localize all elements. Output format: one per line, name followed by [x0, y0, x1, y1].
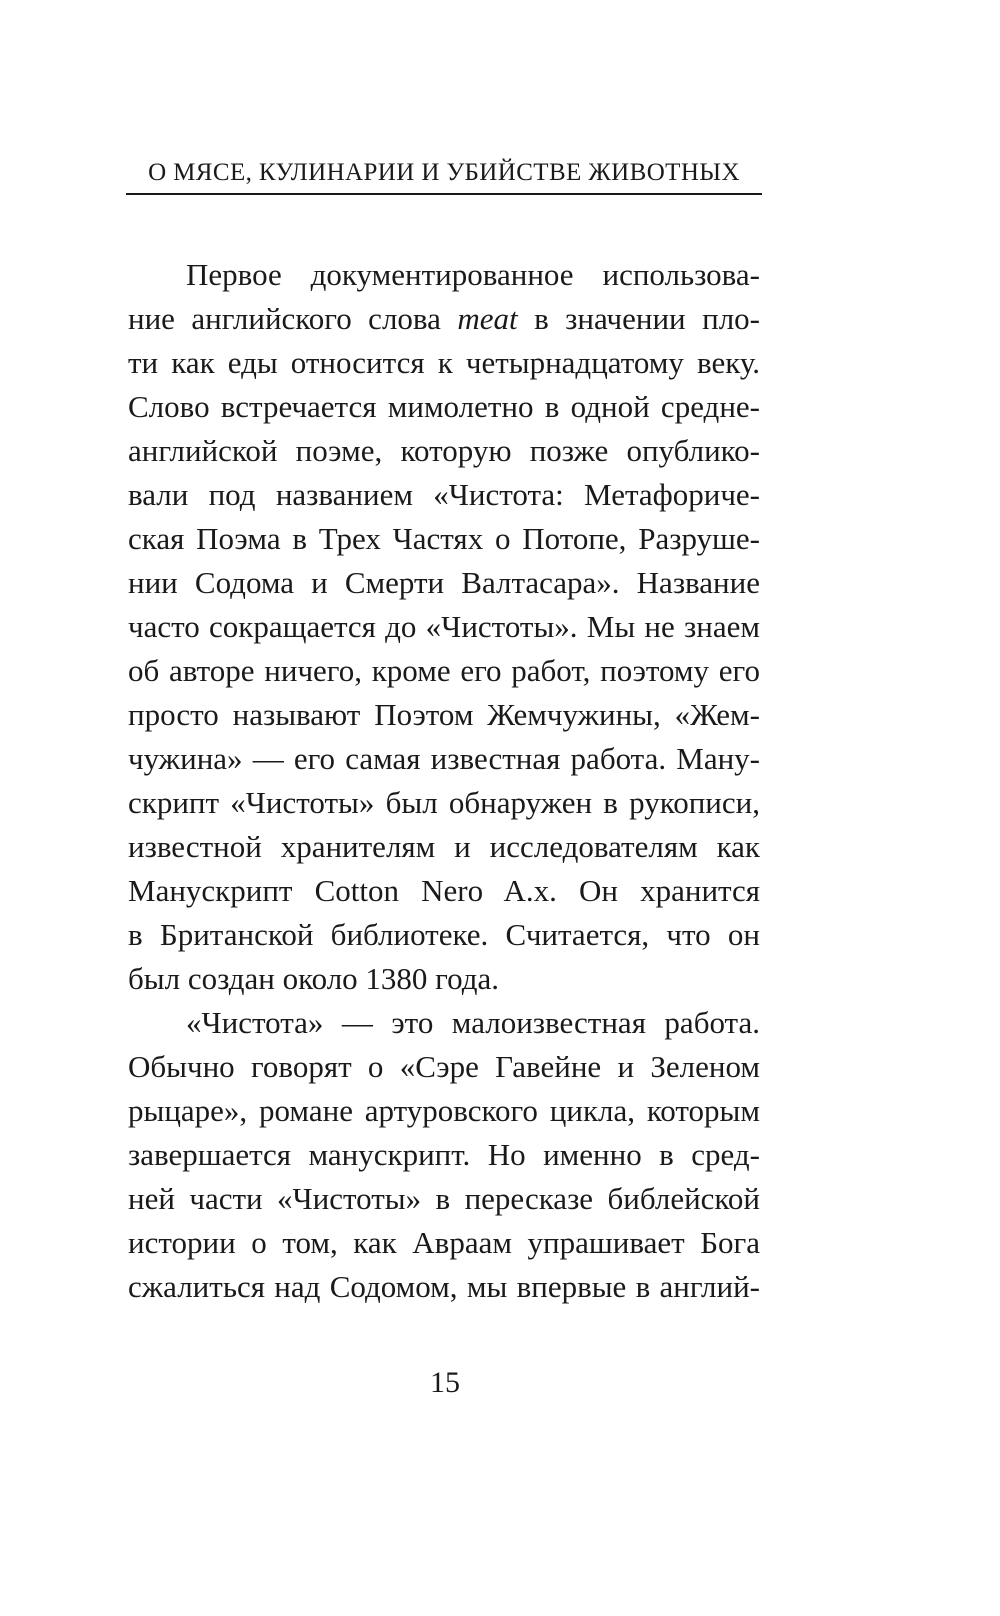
- text-line: ская Поэма в Трех Частях о Потопе, Разруше-: [128, 521, 760, 556]
- text-line: известной хранителям и исследователям как: [128, 829, 760, 864]
- text-line: часто сокращается до «Чистоты». Мы не знаем: [128, 609, 760, 644]
- running-head: О МЯСЕ, КУЛИНАРИИ И УБИЙСТВЕ ЖИВОТНЫХ: [148, 159, 740, 186]
- text-line: истории о том, как Авраам упрашивает Бога: [128, 1225, 760, 1260]
- text-line: Слово встречается мимолетно в одной средне-: [128, 389, 760, 424]
- header-rule: [126, 193, 762, 195]
- text-line: ней части «Чистоты» в пересказе библейской: [128, 1181, 760, 1216]
- text-line: завершается манускрипт. Но именно в сред-: [128, 1137, 760, 1172]
- text-line: об авторе ничего, кроме его работ, поэтому его: [128, 653, 760, 688]
- text-line: нии Содома и Смерти Валтасара». Название: [128, 565, 760, 600]
- text-line: рыцаре», романе артуровского цикла, которым: [128, 1093, 760, 1128]
- italic-term: meat: [457, 301, 518, 336]
- text-line: просто называют Поэтом Жемчужины, «Жем-: [128, 697, 760, 732]
- text-line: «Чистота» — это малоизвестная работа.: [186, 1005, 760, 1040]
- text-line: английской поэме, которую позже опублико-: [128, 433, 760, 468]
- text-line: в Британской библиотеке. Считается, что он: [128, 917, 760, 952]
- text-line: был создан около 1380 года.: [128, 961, 500, 996]
- text-line-part: ние английского слова: [128, 301, 458, 336]
- text-line: Первое документированное использова-: [186, 257, 760, 292]
- text-line: [128, 297, 760, 341]
- text-line-part: в значении пло-: [517, 301, 760, 336]
- page-number: 15: [430, 1366, 460, 1399]
- text-line: чужина» — его самая известная работа. Ману-: [128, 741, 760, 776]
- text-line: ти как еды относится к четырнадцатому веку.: [128, 345, 760, 380]
- text-line: сжалиться над Содомом, мы впервые в англий-: [128, 1269, 760, 1304]
- text-line: Обычно говорят о «Сэре Гавейне и Зеленом: [128, 1049, 760, 1084]
- text-line: Манускрипт Cotton Nero A.x. Он хранится: [128, 873, 760, 908]
- text-line: вали под названием «Чистота: Метафориче-: [128, 477, 760, 512]
- text-line: скрипт «Чистоты» был обнаружен в рукописи,: [128, 785, 760, 820]
